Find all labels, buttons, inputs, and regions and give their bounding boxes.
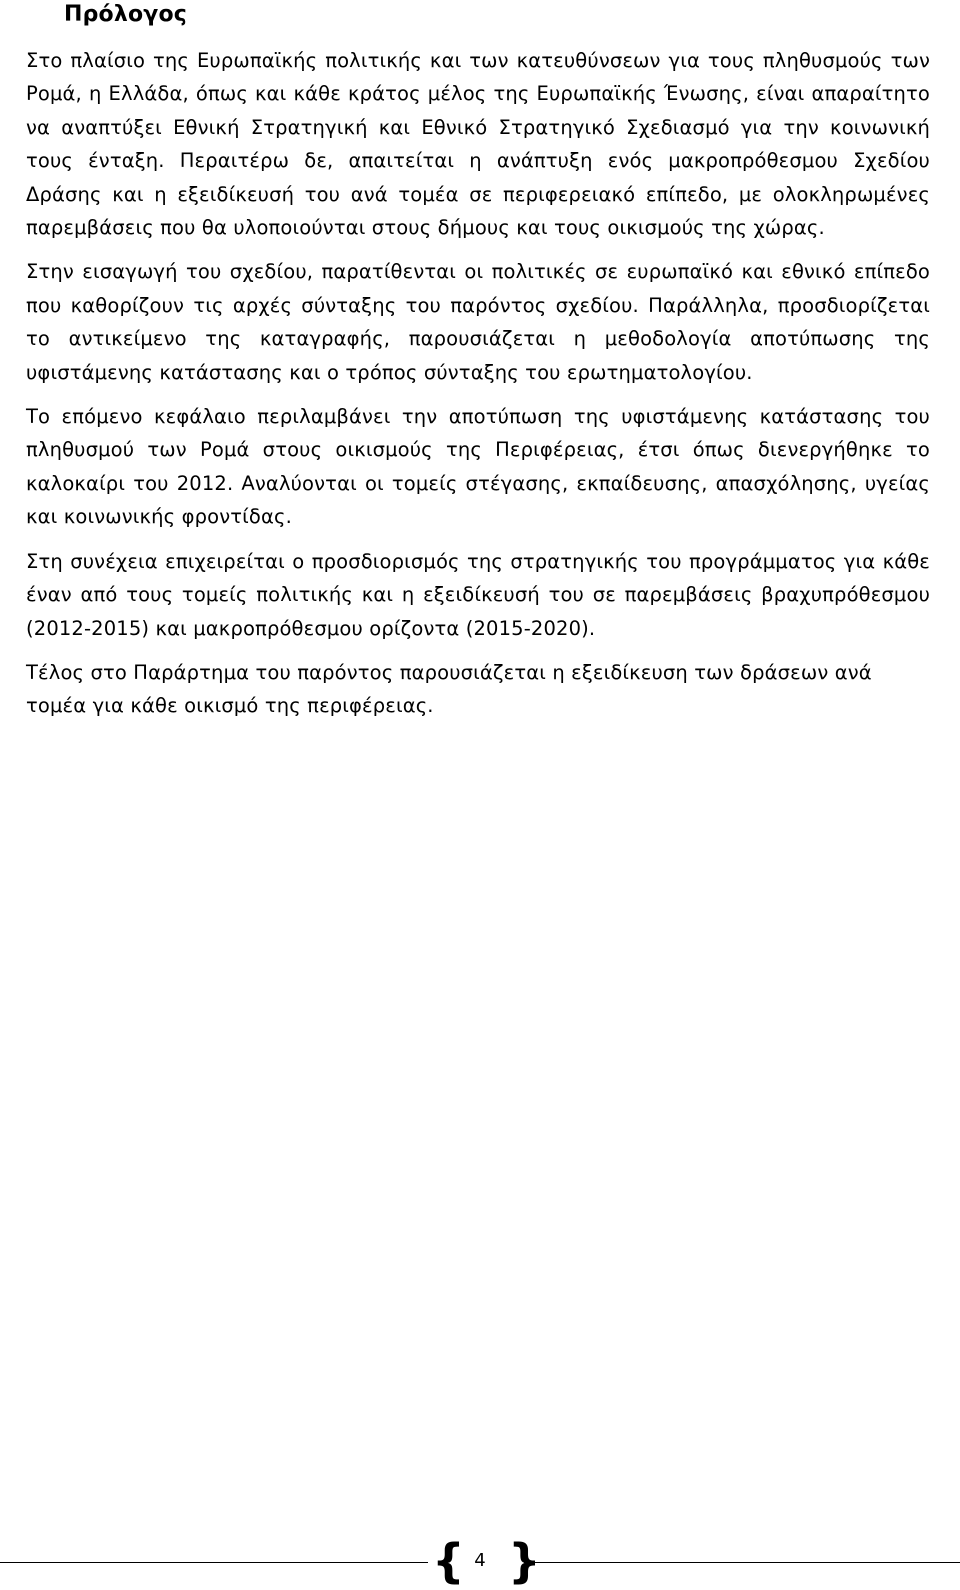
left-brace-decoration: {: [432, 1534, 465, 1588]
paragraph-3: Το επόμενο κεφάλαιο περιλαμβάνει την αποτύπωση της υφιστάμενης κατάστασης του πληθυσμού των Ρομά στους οικισμούς της Περιφέρειας, έτσι όπως διενεργήθηκε το καλοκαίρι του 2012. Αναλύονται οι τομείς στέγασης, εκπαίδευσης, απασχόλησης, υγείας και κοινωνικής φροντίδας.: [26, 405, 930, 529]
paragraph-2: Στην εισαγωγή του σχεδίου, παρατίθενται οι πολιτικές σε ευρωπαϊκό και εθνικό επίπεδο που καθορίζουν τις αρχές σύνταξης του παρόντος σχεδίου. Παράλληλα, προσδιορίζεται το αντικείμενο της καταγραφής, παρουσιάζεται η μεθοδολογία αποτύπωσης της υφιστάμενης κατάστασης και ο τρόπος σύνταξης του ερωτηματολογίου.: [26, 260, 930, 384]
paragraph-5: Τέλος στο Παράρτημα του παρόντος παρουσιάζεται η εξειδίκευση των δράσεων ανά τομέα για κάθε οικισμό της περιφέρειας.: [26, 660, 872, 718]
page-footer: [0, 1534, 960, 1588]
paragraph-1: Στο πλαίσιο της Ευρωπαϊκής πολιτικής και των κατευθύνσεων για τους πληθυσμούς των Ρομά, η Ελλάδα, όπως και κάθε κράτος μέλος της Ευρωπαϊκής Ένωσης, είναι απαραίτητο να αναπτύξει Εθνική Στρατηγική και Εθνικό Στρατηγικό Σχεδιασμό για την κοινωνική τους ένταξη. Περαιτέρω δε, απαιτείται η ανάπτυξη ενός μακροπρόθεσμου Σχεδίου Δράσης και η εξειδίκευσή του ανά τομέα σε περιφερειακό επίπεδο, με ολοκληρωμένες παρεμβάσεις που θα υλοποιούνται στους δήμους και τους οικισμούς της χώρας.: [26, 49, 930, 240]
right-brace-decoration: }: [508, 1534, 541, 1588]
footer-divider-right: [524, 1562, 960, 1563]
paragraph-4: Στη συνέχεια επιχειρείται ο προσδιορισμός της στρατηγικής του προγράμματος για κάθε έναν από τους τομείς πολιτικής και η εξειδίκευσή του σε παρεμβάσεις βραχυπρόθεσμου (2012-2015) και μακροπρόθεσμου ορίζοντα (2015-2020).: [26, 549, 930, 640]
page-title: Πρόλογος: [64, 2, 188, 27]
document-body: [26, 44, 930, 734]
footer-divider-left: [0, 1562, 428, 1563]
page-number: 4: [474, 1550, 486, 1571]
